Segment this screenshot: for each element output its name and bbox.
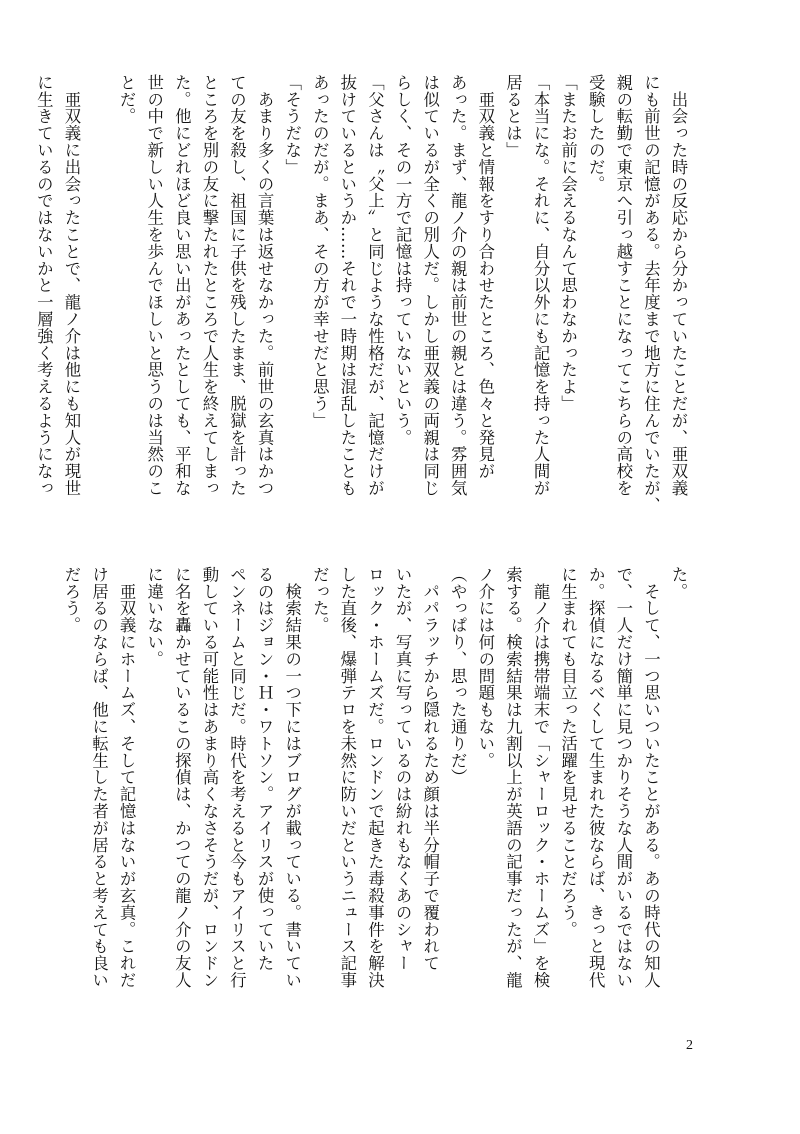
- text-line: 受験したのだ。: [586, 74, 606, 193]
- text-line: 龍ノ介は携帯端末で「シャーロック・ホームズ」を検: [531, 566, 551, 989]
- text-line: とだ。: [117, 74, 137, 125]
- bottom-text-block: [61, 566, 692, 1016]
- text-line: 索する。検索結果は九割以上が英語の記事だったが、龍: [503, 566, 523, 989]
- text-line: ところを別の友に撃たれたところで人生を終えてしまっ: [199, 74, 219, 497]
- text-line: ノ介には何の問題もない。: [475, 566, 495, 769]
- text-line: 抜けているというか……それで一時期は混乱したことも: [337, 74, 357, 497]
- text-line: 「父さんは〝父上〟と同じような性格だが、記憶だけが: [365, 74, 385, 497]
- text-line: いたが、写真に写っているのは紛れもなくあのシャー: [393, 566, 413, 972]
- text-line: に生まれても目立った活躍を見せることだろう。: [558, 566, 578, 938]
- text-line: か。探偵になるべくして生まれた彼ならば、きっと現代: [586, 566, 606, 989]
- top-text-block: [34, 74, 692, 524]
- text-line: た。他にどれほど良い思い出があったとしても、平和な: [172, 74, 192, 497]
- text-line: 亜双義に出会ったことで、龍ノ介は他にも知人が現世: [61, 74, 81, 497]
- text-line: た。: [669, 566, 688, 600]
- text-line: あまり多くの言葉は返せなかった。前世の玄真はかつ: [255, 74, 275, 497]
- text-line: 出会った時の反応から分かっていたことだが、亜双義: [669, 74, 688, 497]
- text-line: らしく、その一方で記憶は持っていないという。: [393, 74, 413, 446]
- text-line: 「本当にな。それに、自分以外にも記憶を持った人間が: [531, 74, 551, 497]
- text-line: 世の中で新しい人生を歩んでほしいと思うのは当然のこ: [144, 74, 164, 497]
- text-line: 「またお前に会えるなんて思わなかったよ」: [558, 74, 578, 412]
- text-line: そして、一つ思いついたことがある。あの時代の知人: [641, 566, 661, 989]
- text-line: で、一人だけ簡単に見つかりそうな人間がいるではない: [613, 566, 633, 989]
- text-line: 亜双義にホームズ、そして記憶はないが玄真。これだ: [117, 566, 137, 989]
- text-line: あった。まず、龍ノ介の親は前世の親とは違う。雰囲気: [448, 74, 468, 497]
- text-line: 亜双義と情報をすり合わせたところ、色々と発見が: [475, 74, 495, 480]
- text-line: にも前世の記憶がある。去年度まで地方に住んでいたが、: [641, 74, 661, 514]
- text-line: に生きているのではないかと一層強く考えるようになっ: [34, 74, 54, 497]
- text-line: [85, 74, 113, 524]
- text-line: 「そうだな」: [282, 74, 302, 176]
- text-line: ペンネームと同じだ。時代を考えると今もアイリスと行: [227, 566, 247, 989]
- text-line: るのはジョン・Ｈ・ワトソン。アイリスが使っていた: [255, 566, 275, 972]
- text-line: （やっぱり、思った通りだ）: [448, 566, 468, 786]
- text-line: 居るとは」: [503, 74, 523, 159]
- text-line: ての友を殺し、祖国に子供を残したまま、脱獄を計った: [227, 74, 247, 497]
- text-line: 親の転勤で東京へ引っ越すことになってこちらの高校を: [613, 74, 633, 497]
- text-line: に名を轟かせているこの探偵は、かつての龍ノ介の友人: [172, 566, 192, 989]
- text-line: あったのだが。まあ、その方が幸せだと思う」: [310, 74, 330, 429]
- text-line: ロック・ホームズだ。ロンドンで起きた毒殺事件を解決: [365, 566, 385, 989]
- page-number: 2: [686, 1038, 693, 1053]
- text-line: け居るのならば、他に転生した者が居ると考えても良い: [89, 566, 109, 989]
- text-line: だった。: [310, 566, 330, 634]
- text-line: 検索結果の一つ下にはブログが載っている。書いてい: [282, 566, 302, 989]
- text-line: だろう。: [61, 566, 81, 634]
- text-line: は似ているが全くの別人だ。しかし亜双義の両親は同じ: [420, 74, 440, 497]
- text-line: に違いない。: [144, 566, 164, 668]
- text-line: パパラッチから隠れるため顔は半分帽子で覆われて: [420, 566, 440, 972]
- text-line: した直後、爆弾テロを未然に防いだというニュース記事: [337, 566, 357, 989]
- text-line: 動している可能性はあまり高くなさそうだが、ロンドン: [199, 566, 219, 989]
